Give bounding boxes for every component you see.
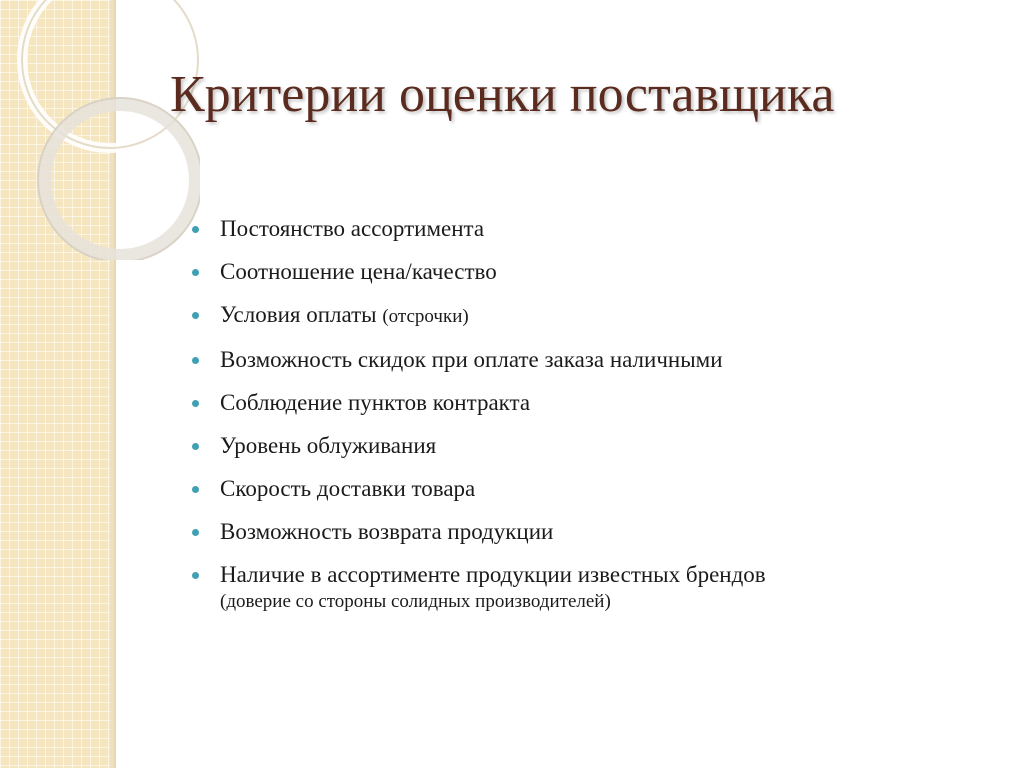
bullet-item: [190, 388, 990, 418]
bullet-text: Условия оплаты: [220, 302, 377, 327]
bullet-item: [190, 214, 990, 244]
bullet-text: Постоянство ассортимента: [220, 216, 485, 241]
bullet-item: [190, 345, 990, 375]
slide-title: Критерии оценки поставщика: [170, 66, 835, 123]
bullet-note: (отсрочки): [382, 306, 469, 327]
bullet-text: Соотношение цена/качество: [220, 259, 497, 284]
bullet-text: Возможность возврата продукции: [220, 519, 554, 544]
bullet-item: [190, 560, 990, 614]
bullet-item: [190, 517, 990, 547]
decorative-rings: [0, 0, 200, 260]
bullet-dot-icon: [192, 357, 199, 364]
bullet-dot-icon: [192, 572, 199, 579]
bullet-text: Наличие в ассортименте продукции известных брендов: [220, 562, 766, 587]
bullet-dot-icon: [192, 400, 199, 407]
bullet-text: Уровень облуживания: [220, 433, 437, 458]
bullet-text: Скорость доставки товара: [220, 476, 476, 501]
bullet-text: Соблюдение пунктов контракта: [220, 390, 531, 415]
bullet-dot-icon: [192, 443, 199, 450]
bullet-item: [190, 431, 990, 461]
bullet-item: [190, 300, 990, 332]
bullet-dot-icon: [192, 312, 199, 319]
bullet-dot-icon: [192, 486, 199, 493]
bullet-dot-icon: [192, 529, 199, 536]
bullet-text: Возможность скидок при оплате заказа наличными: [220, 347, 723, 372]
bullet-list: [190, 214, 990, 627]
bullet-dot-icon: [192, 226, 199, 233]
bullet-item: [190, 474, 990, 504]
bullet-subline: (доверие со стороны солидных производителей): [220, 591, 611, 612]
bullet-dot-icon: [192, 269, 199, 276]
bullet-item: [190, 257, 990, 287]
